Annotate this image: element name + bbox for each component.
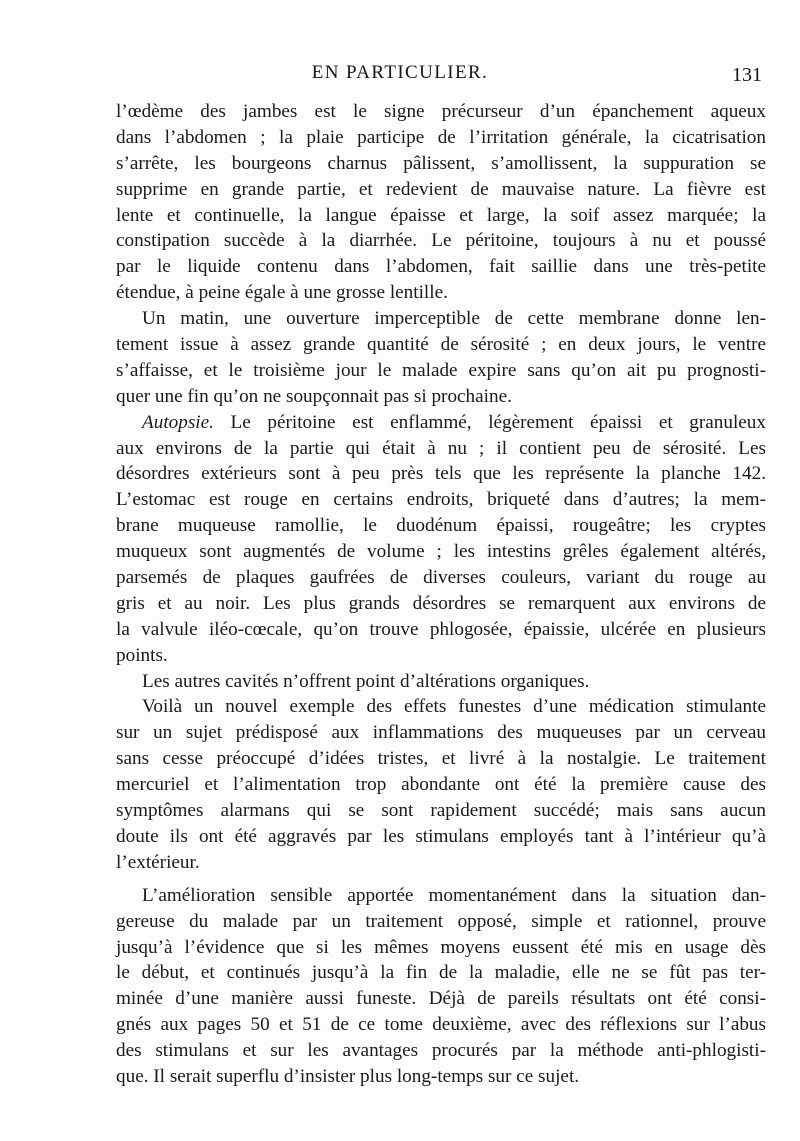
text-line: s’arrête, les bourgeons charnus pâlissent, s’amollissent, la suppuration se	[116, 152, 766, 174]
paragraph	[116, 306, 766, 410]
text-line: parsemés de plaques gaufrées de diverses couleurs, variant du rouge au	[116, 567, 766, 589]
text-line: par le liquide contenu dans l’abdomen, fait saillie dans une très-petite	[116, 256, 766, 278]
text-line: quer une fin qu’on ne soupçonnait pas si prochaine.	[116, 385, 512, 407]
text-line: brane muqueuse ramollie, le duodénum épaissi, rougeâtre; les cryptes	[116, 515, 766, 537]
text-line: dans l’abdomen ; la plaie participe de l’irritation générale, la cicatrisation	[116, 126, 766, 148]
text-line: Un matin, une ouverture imperceptible de cette membrane donne len-	[142, 308, 766, 330]
running-head	[0, 62, 800, 86]
text-line: aux environs de la partie qui était à nu ; il contient peu de sérosité. Les	[116, 437, 766, 459]
text-line: la valvule iléo-cœcale, qu’on trouve phlogosée, épaissie, ulcérée en plusieurs	[116, 618, 766, 640]
text-line: désordres extérieurs sont à peu près tels que les représente la planche 142.	[116, 463, 766, 485]
text-line: mercuriel et l’alimentation trop abondante ont été la première cause des	[116, 774, 766, 796]
text-line: doute ils ont été aggravés par les stimulans employés tant à l’intérieur qu’à	[116, 825, 766, 847]
text-line: jusqu’à l’évidence que si les mêmes moyens eussent été mis en usage dès	[116, 936, 766, 958]
text-line: sur un sujet prédisposé aux inflammations des muqueuses par un cerveau	[116, 722, 766, 744]
text-line: que. Il serait superflu d’insister plus long-temps sur ce sujet.	[116, 1065, 580, 1087]
text-line	[116, 410, 766, 436]
paragraph-gap	[116, 876, 766, 883]
paragraph	[116, 883, 766, 1090]
page-number: 131	[732, 64, 762, 86]
text-line: symptômes alarmans qui se sont rapidement succédé; mais sans aucun	[116, 800, 766, 822]
text-line: constipation succède à la diarrhée. Le péritoine, toujours à nu et poussé	[116, 230, 766, 252]
text-line: tement issue à assez grande quantité de sérosité ; en deux jours, le ventre	[116, 334, 766, 356]
text-line: sans cesse préoccupé d’idées tristes, et livré à la nostalgie. Le traitement	[116, 748, 766, 770]
text-line: Les autres cavités n’offrent point d’altérations organiques.	[142, 670, 590, 692]
text-line: des stimulans et sur les avantages procurés par la méthode anti-phlogisti-	[116, 1040, 766, 1062]
text-line: l’extérieur.	[116, 851, 200, 873]
text-line: lente et continuelle, la langue épaisse et large, la soif assez marquée; la	[116, 204, 766, 226]
italic-lead: Autopsie.	[142, 411, 214, 433]
text-line: Voilà un nouvel exemple des effets funestes d’une médication stimulante	[142, 696, 766, 718]
text-line: supprime en grande partie, et redevient de mauvaise nature. La fièvre est	[116, 178, 766, 200]
text-body	[116, 99, 766, 1090]
running-title: EN PARTICULIER.	[311, 62, 489, 83]
text-line: L’estomac est rouge en certains endroits, briqueté dans d’autres; la mem-	[116, 489, 766, 511]
text-line: muqueux sont augmentés de volume ; les intestins grêles également altérés,	[116, 541, 766, 563]
paragraph	[116, 694, 766, 875]
text-line: étendue, à peine égale à une grosse lentille.	[116, 282, 448, 304]
text-line: le début, et continués jusqu’à la fin de la maladie, elle ne se fût pas ter-	[116, 962, 766, 984]
paragraph	[116, 669, 766, 695]
text-line: l’œdème des jambes est le signe précurseur d’un épanchement aqueux	[116, 101, 766, 122]
text-line: L’amélioration sensible apportée momentanément dans la situation dan-	[142, 884, 766, 906]
paragraph	[116, 410, 766, 669]
paragraph	[116, 99, 766, 306]
text-line: gris et au noir. Les plus grands désordres se remarquent aux environs de	[116, 592, 766, 614]
text-fragment: Le péritoine est enflammé, légèrement épaissi et granuleux	[213, 411, 766, 433]
text-line: s’affaisse, et le troisième jour le malade expire sans qu’on ait pu prognosti-	[116, 359, 766, 381]
text-line: minée d’une manière aussi funeste. Déjà de pareils résultats ont été consi-	[116, 988, 766, 1010]
text-line: points.	[116, 644, 168, 666]
text-line: gnés aux pages 50 et 51 de ce tome deuxième, avec des réflexions sur l’abus	[116, 1014, 766, 1036]
text-line: gereuse du malade par un traitement opposé, simple et rationnel, prouve	[116, 910, 766, 932]
